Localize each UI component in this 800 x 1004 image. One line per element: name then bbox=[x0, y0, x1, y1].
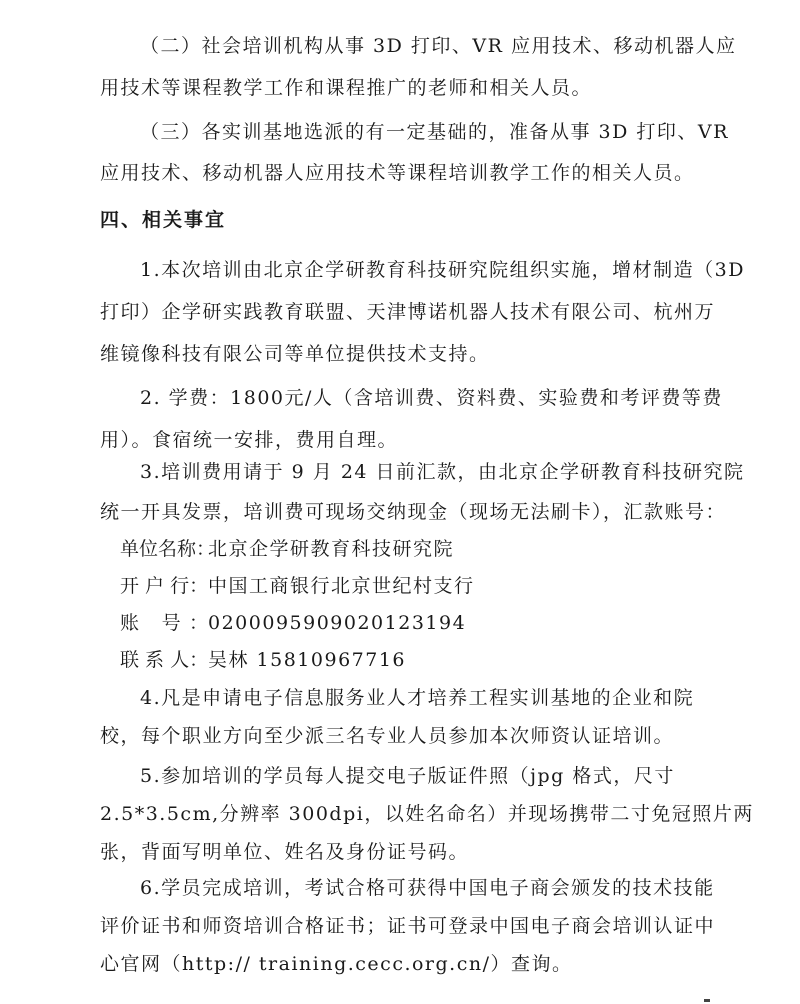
paragraph-5-cont-b: 张，背面写明单位、姓名及身份证号码。 bbox=[100, 841, 470, 863]
paragraph-6-cont-b: 心官网（http:// training.cecc.org.cn/）查询。 bbox=[100, 953, 573, 975]
paragraph-3-cont: 统一开具发票，培训费可现场交纳现金（现场无法刷卡），汇款账号： bbox=[100, 501, 727, 523]
paragraph-1-cont-b: 维镜像科技有限公司等单位提供技术支持。 bbox=[100, 343, 490, 365]
account-number-value: 0200095909020123194 bbox=[208, 612, 467, 634]
paragraph-1-cont-a: 打印）企学研实践教育联盟、天津博诺机器人技术有限公司、杭州万 bbox=[100, 301, 716, 323]
account-number-label: 账 号： bbox=[120, 612, 208, 634]
paragraph-3: 3.培训费用请于 9 月 24 日前汇款，由北京企学研教育科技研究院 bbox=[140, 461, 745, 483]
account-bank-value: 中国工商银行北京世纪村支行 bbox=[208, 575, 475, 597]
paragraph-5: 5.参加培训的学员每人提交电子版证件照（jpg 格式，尺寸 bbox=[140, 765, 675, 787]
section-heading: 四、相关事宜 bbox=[100, 209, 227, 231]
paragraph-item-2: （二）社会培训机构从事 3D 打印、VR 应用技术、移动机器人应 bbox=[140, 35, 737, 57]
paragraph-2: 2. 学费：1800元/人（含培训费、资料费、实验费和考评费等费 bbox=[140, 387, 723, 409]
paragraph-6-cont-a: 评价证书和师资培训合格证书；证书可登录中国电子商会培训认证中 bbox=[100, 915, 716, 937]
account-contact-value: 吴林 15810967716 bbox=[208, 649, 407, 671]
paragraph-6: 6.学员完成培训，考试合格可获得中国电子商会颁发的技术技能 bbox=[140, 877, 715, 899]
account-name-value: 北京企学研教育科技研究院 bbox=[208, 538, 455, 560]
account-bank-label: 开 户 行： bbox=[120, 575, 209, 597]
account-bank-row bbox=[120, 574, 475, 598]
account-number-row bbox=[120, 611, 466, 635]
paragraph-5-cont-a: 2.5*3.5cm,分辨率 300dpi，以姓名命名）并现场携带二寸免冠照片两 bbox=[100, 803, 754, 825]
account-name-row bbox=[120, 537, 454, 561]
paragraph-2-cont: 用）。食宿统一安排，费用自理。 bbox=[100, 429, 399, 451]
account-name-label: 单位名称： bbox=[120, 538, 216, 560]
paragraph-item-3: （三）各实训基地选派的有一定基础的，准备从事 3D 打印、VR bbox=[140, 121, 729, 143]
paragraph-4: 4.凡是申请电子信息服务业人才培养工程实训基地的企业和院 bbox=[140, 687, 695, 709]
account-contact-row bbox=[120, 648, 406, 672]
paragraph-1: 1.本次培训由北京企学研教育科技研究院组织实施，增材制造（3D bbox=[140, 259, 745, 281]
paragraph-item-2-cont: 用技术等课程教学工作和课程推广的老师和相关人员。 bbox=[100, 77, 593, 99]
page-edge-mark bbox=[704, 999, 710, 1002]
paragraph-item-3-cont: 应用技术、移动机器人应用技术等课程培训教学工作的相关人员。 bbox=[100, 162, 695, 184]
account-contact-label: 联 系 人： bbox=[120, 649, 209, 671]
paragraph-4-cont: 校，每个职业方向至少派三名专业人员参加本次师资认证培训。 bbox=[100, 725, 675, 747]
